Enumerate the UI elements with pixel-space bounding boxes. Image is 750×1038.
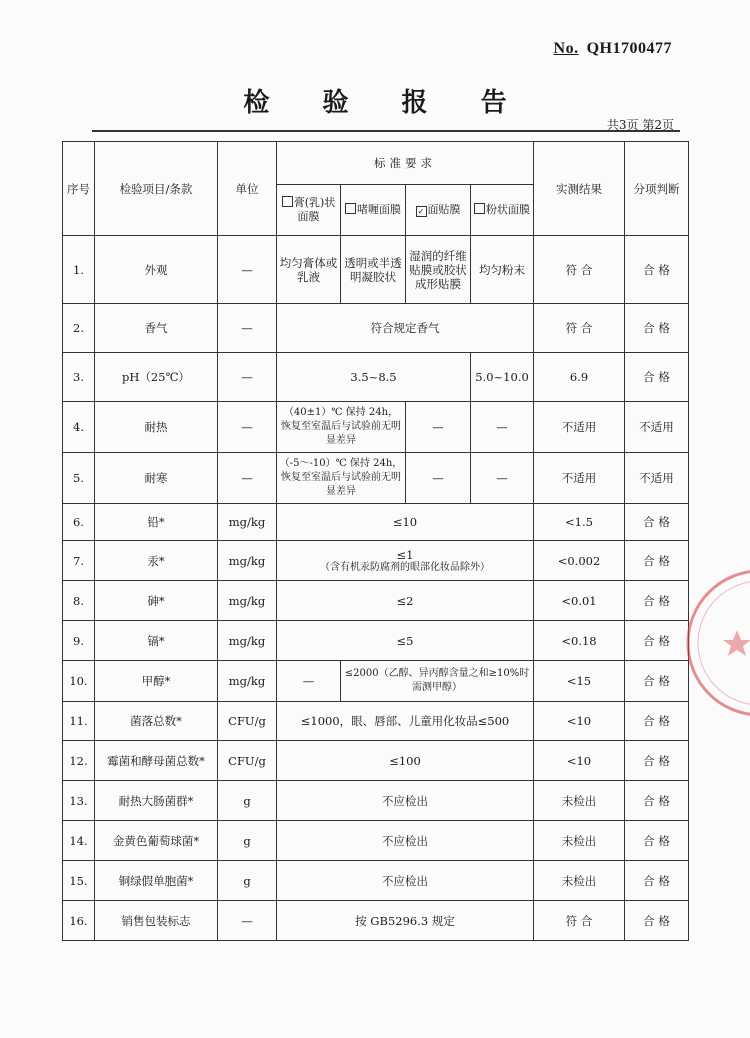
checkbox-icon bbox=[474, 203, 485, 214]
row-item: 铅* bbox=[95, 504, 218, 541]
row-unit: — bbox=[218, 453, 277, 504]
row-item: 耐热 bbox=[95, 402, 218, 453]
category-gel: 啫喱面膜 bbox=[341, 185, 406, 236]
row-result: <10 bbox=[534, 741, 625, 781]
table-row bbox=[63, 821, 689, 861]
row-judge: 不适用 bbox=[625, 402, 689, 453]
table-row bbox=[63, 702, 689, 741]
row-std-b: — bbox=[406, 402, 471, 453]
row-item: 香气 bbox=[95, 304, 218, 353]
row-result: 符 合 bbox=[534, 304, 625, 353]
row-result: <0.18 bbox=[534, 621, 625, 661]
table-row bbox=[63, 861, 689, 901]
row-unit: — bbox=[218, 353, 277, 402]
row-std-b: ≤2000（乙醇、异丙醇含量之和≥10%时需测甲醇） bbox=[341, 661, 534, 702]
row-no: 7. bbox=[63, 541, 95, 581]
row-no: 2. bbox=[63, 304, 95, 353]
row-no: 12. bbox=[63, 741, 95, 781]
row-std-b: — bbox=[406, 453, 471, 504]
row-std bbox=[277, 541, 534, 581]
row-no: 11. bbox=[63, 702, 95, 741]
title-rule bbox=[92, 130, 680, 132]
row-std: 不应检出 bbox=[277, 861, 534, 901]
row-result: 符 合 bbox=[534, 236, 625, 304]
row-unit: g bbox=[218, 861, 277, 901]
category-powder: 粉状面膜 bbox=[471, 185, 534, 236]
row-std-a: （40±1）℃ 保持 24h，恢复至室温后与试验前无明显差异 bbox=[277, 402, 406, 453]
row-no: 6. bbox=[63, 504, 95, 541]
row-item: 甲醇* bbox=[95, 661, 218, 702]
row-judge: 合 格 bbox=[625, 581, 689, 621]
row-std: 符合规定香气 bbox=[277, 304, 534, 353]
row-no: 14. bbox=[63, 821, 95, 861]
row-judge: 合 格 bbox=[625, 504, 689, 541]
row-unit: mg/kg bbox=[218, 621, 277, 661]
report-number-label: No. bbox=[553, 40, 579, 57]
row-judge: 合 格 bbox=[625, 861, 689, 901]
table-row bbox=[63, 453, 689, 504]
row-unit: CFU/g bbox=[218, 741, 277, 781]
report-number-value: QH1700477 bbox=[586, 40, 672, 57]
report-number bbox=[554, 40, 672, 58]
row-judge: 合 格 bbox=[625, 821, 689, 861]
header-judgement: 分项判断 bbox=[625, 142, 689, 236]
table-row bbox=[63, 504, 689, 541]
row-item: 耐热大肠菌群* bbox=[95, 781, 218, 821]
header-seq: 序号 bbox=[63, 142, 95, 236]
row-unit: mg/kg bbox=[218, 541, 277, 581]
row-judge: 合 格 bbox=[625, 702, 689, 741]
row-judge: 合 格 bbox=[625, 621, 689, 661]
table-row bbox=[63, 541, 689, 581]
row-no: 13. bbox=[63, 781, 95, 821]
checkbox-icon bbox=[345, 203, 356, 214]
table-row bbox=[63, 661, 689, 702]
table-row bbox=[63, 304, 689, 353]
table-row bbox=[63, 581, 689, 621]
row-result: <15 bbox=[534, 661, 625, 702]
row-std-a: 3.5~8.5 bbox=[277, 353, 471, 402]
row-no: 3. bbox=[63, 353, 95, 402]
row-result: <0.002 bbox=[534, 541, 625, 581]
row-std: ≤100 bbox=[277, 741, 534, 781]
row-no: 15. bbox=[63, 861, 95, 901]
row-unit: — bbox=[218, 236, 277, 304]
row-result: 6.9 bbox=[534, 353, 625, 402]
checkbox-checked-icon: ✓ bbox=[416, 206, 427, 217]
row-unit: g bbox=[218, 781, 277, 821]
row-unit: — bbox=[218, 901, 277, 941]
row-std: 不应检出 bbox=[277, 821, 534, 861]
page-counter: 共3页 第2页 bbox=[606, 118, 674, 132]
row-item: 铜绿假单胞菌* bbox=[95, 861, 218, 901]
inspection-seal-icon bbox=[685, 568, 750, 718]
row-std-a: — bbox=[277, 661, 341, 702]
header-unit: 单位 bbox=[218, 142, 277, 236]
inspection-table bbox=[62, 141, 689, 941]
row-item: 镉* bbox=[95, 621, 218, 661]
row-unit: mg/kg bbox=[218, 504, 277, 541]
row-unit: mg/kg bbox=[218, 661, 277, 702]
row-no: 4. bbox=[63, 402, 95, 453]
row-result: 未检出 bbox=[534, 821, 625, 861]
row-std-c: — bbox=[471, 402, 534, 453]
row-result: 不适用 bbox=[534, 402, 625, 453]
row-std: ≤2 bbox=[277, 581, 534, 621]
checkbox-icon bbox=[282, 196, 293, 207]
row-no: 9. bbox=[63, 621, 95, 661]
row-std-value: ≤1 bbox=[396, 547, 414, 562]
row-std-c: — bbox=[471, 453, 534, 504]
row-judge: 合 格 bbox=[625, 304, 689, 353]
row-item: pH（25℃） bbox=[95, 353, 218, 402]
page-title: 检 验 报 告 bbox=[243, 88, 529, 118]
row-judge: 合 格 bbox=[625, 541, 689, 581]
row-unit: g bbox=[218, 821, 277, 861]
row-result: 符 合 bbox=[534, 901, 625, 941]
table-row bbox=[63, 353, 689, 402]
row-item: 汞* bbox=[95, 541, 218, 581]
row-judge: 合 格 bbox=[625, 901, 689, 941]
table-row bbox=[63, 741, 689, 781]
row-no: 1. bbox=[63, 236, 95, 304]
row-std-a: （-5～-10）℃ 保持 24h，恢复至室温后与试验前无明显差异 bbox=[277, 453, 406, 504]
row-result: 不适用 bbox=[534, 453, 625, 504]
row-std-note: （含有机汞防腐剂的眼部化妆品除外） bbox=[320, 561, 490, 573]
row-std: ≤10 bbox=[277, 504, 534, 541]
row-std: 不应检出 bbox=[277, 781, 534, 821]
row-std-powder: 均匀粉末 bbox=[471, 236, 534, 304]
row-judge: 合 格 bbox=[625, 353, 689, 402]
row-std: ≤1000，眼、唇部、儿童用化妆品≤500 bbox=[277, 702, 534, 741]
row-judge: 合 格 bbox=[625, 661, 689, 702]
row-result: <10 bbox=[534, 702, 625, 741]
row-result: 未检出 bbox=[534, 781, 625, 821]
row-judge: 不适用 bbox=[625, 453, 689, 504]
table-row bbox=[63, 236, 689, 304]
row-item: 砷* bbox=[95, 581, 218, 621]
row-no: 8. bbox=[63, 581, 95, 621]
row-std: 按 GB5296.3 规定 bbox=[277, 901, 534, 941]
header-result: 实测结果 bbox=[534, 142, 625, 236]
row-std-sheet: 湿润的纤维贴膜或胶状成形贴膜 bbox=[406, 236, 471, 304]
table-row bbox=[63, 781, 689, 821]
row-no: 10. bbox=[63, 661, 95, 702]
row-no: 5. bbox=[63, 453, 95, 504]
row-unit: — bbox=[218, 402, 277, 453]
category-sheet: ✓ 面贴膜 bbox=[406, 185, 471, 236]
header-standard: 标准要求 bbox=[277, 142, 534, 185]
row-item: 金黄色葡萄球菌* bbox=[95, 821, 218, 861]
row-unit: CFU/g bbox=[218, 702, 277, 741]
table-row bbox=[63, 402, 689, 453]
row-no: 16. bbox=[63, 901, 95, 941]
row-item: 菌落总数* bbox=[95, 702, 218, 741]
header-row bbox=[63, 142, 689, 185]
row-std-b: 5.0~10.0 bbox=[471, 353, 534, 402]
row-judge: 合 格 bbox=[625, 781, 689, 821]
row-result: 未检出 bbox=[534, 861, 625, 901]
row-unit: mg/kg bbox=[218, 581, 277, 621]
header-item: 检验项目/条款 bbox=[95, 142, 218, 236]
row-std-gel: 透明或半透明凝胶状 bbox=[341, 236, 406, 304]
row-item: 外观 bbox=[95, 236, 218, 304]
row-unit: — bbox=[218, 304, 277, 353]
row-judge: 合 格 bbox=[625, 741, 689, 781]
row-std: ≤5 bbox=[277, 621, 534, 661]
row-judge: 合 格 bbox=[625, 236, 689, 304]
row-std-cream: 均匀膏体或乳液 bbox=[277, 236, 341, 304]
row-item: 耐寒 bbox=[95, 453, 218, 504]
table-row bbox=[63, 901, 689, 941]
table-row bbox=[63, 621, 689, 661]
row-item: 销售包装标志 bbox=[95, 901, 218, 941]
category-cream: 膏(乳)状面膜 bbox=[277, 185, 341, 236]
row-result: <1.5 bbox=[534, 504, 625, 541]
row-result: <0.01 bbox=[534, 581, 625, 621]
row-item: 霉菌和酵母菌总数* bbox=[95, 741, 218, 781]
